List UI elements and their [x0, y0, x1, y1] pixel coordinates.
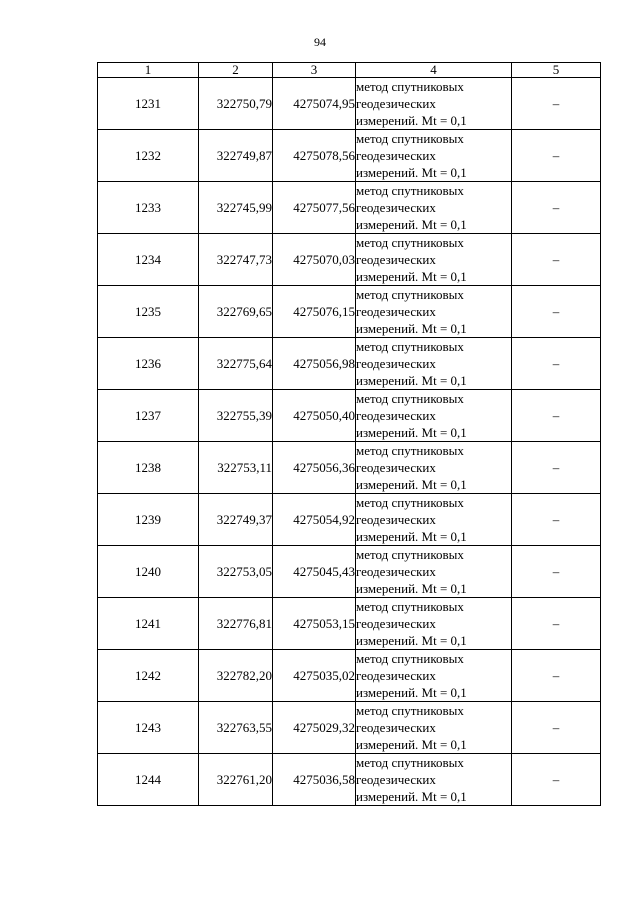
method-cell: [356, 390, 512, 442]
x-coordinate-cell: 322755,39: [199, 390, 273, 442]
method-line-3: измерений. Mt = 0,1: [356, 269, 467, 284]
column-header-1: 1: [98, 63, 199, 78]
table-row: [98, 286, 601, 338]
y-coordinate-cell: 4275076,15: [273, 286, 356, 338]
point-number-cell: 1237: [98, 390, 199, 442]
column-header-2: 2: [199, 63, 273, 78]
method-line-1: метод спутниковых: [356, 547, 464, 562]
method-cell: [356, 338, 512, 390]
point-number-cell: 1239: [98, 494, 199, 546]
column-header-3: 3: [273, 63, 356, 78]
method-line-1: метод спутниковых: [356, 391, 464, 406]
method-cell: [356, 546, 512, 598]
y-coordinate-cell: 4275074,95: [273, 78, 356, 130]
method-line-2: геодезических: [356, 304, 436, 319]
point-number-cell: 1241: [98, 598, 199, 650]
y-coordinate-cell: 4275070,03: [273, 234, 356, 286]
y-coordinate-cell: 4275045,43: [273, 546, 356, 598]
point-number-cell: 1232: [98, 130, 199, 182]
method-line-2: геодезических: [356, 772, 436, 787]
x-coordinate-cell: 322769,65: [199, 286, 273, 338]
x-coordinate-cell: 322763,55: [199, 702, 273, 754]
y-coordinate-cell: 4275036,58: [273, 754, 356, 806]
table-row: [98, 598, 601, 650]
method-line-1: метод спутниковых: [356, 495, 464, 510]
y-coordinate-cell: 4275056,36: [273, 442, 356, 494]
note-cell: –: [512, 338, 601, 390]
coordinates-table: [97, 62, 601, 806]
method-line-1: метод спутниковых: [356, 755, 464, 770]
x-coordinate-cell: 322775,64: [199, 338, 273, 390]
note-cell: –: [512, 390, 601, 442]
table-body: [98, 78, 601, 806]
method-line-2: геодезических: [356, 668, 436, 683]
x-coordinate-cell: 322749,37: [199, 494, 273, 546]
table-row: [98, 494, 601, 546]
table-row: [98, 650, 601, 702]
x-coordinate-cell: 322749,87: [199, 130, 273, 182]
method-cell: [356, 182, 512, 234]
y-coordinate-cell: 4275035,02: [273, 650, 356, 702]
method-cell: [356, 234, 512, 286]
method-line-2: геодезических: [356, 408, 436, 423]
method-line-1: метод спутниковых: [356, 339, 464, 354]
y-coordinate-cell: 4275050,40: [273, 390, 356, 442]
point-number-cell: 1240: [98, 546, 199, 598]
note-cell: –: [512, 182, 601, 234]
note-cell: –: [512, 754, 601, 806]
method-line-3: измерений. Mt = 0,1: [356, 113, 467, 128]
note-cell: –: [512, 546, 601, 598]
point-number-cell: 1235: [98, 286, 199, 338]
method-line-2: геодезических: [356, 460, 436, 475]
x-coordinate-cell: 322750,79: [199, 78, 273, 130]
method-line-3: измерений. Mt = 0,1: [356, 685, 467, 700]
table-row: [98, 546, 601, 598]
method-line-1: метод спутниковых: [356, 703, 464, 718]
method-line-3: измерений. Mt = 0,1: [356, 581, 467, 596]
method-line-3: измерений. Mt = 0,1: [356, 373, 467, 388]
method-line-2: геодезических: [356, 512, 436, 527]
note-cell: –: [512, 598, 601, 650]
table-row: [98, 338, 601, 390]
point-number-cell: 1231: [98, 78, 199, 130]
method-line-3: измерений. Mt = 0,1: [356, 737, 467, 752]
method-line-2: геодезических: [356, 96, 436, 111]
x-coordinate-cell: 322747,73: [199, 234, 273, 286]
x-coordinate-cell: 322782,20: [199, 650, 273, 702]
method-line-2: геодезических: [356, 356, 436, 371]
method-cell: [356, 286, 512, 338]
y-coordinate-cell: 4275053,15: [273, 598, 356, 650]
table-row: [98, 702, 601, 754]
method-cell: [356, 494, 512, 546]
y-coordinate-cell: 4275056,98: [273, 338, 356, 390]
note-cell: –: [512, 78, 601, 130]
table-row: [98, 182, 601, 234]
method-line-1: метод спутниковых: [356, 599, 464, 614]
y-coordinate-cell: 4275078,56: [273, 130, 356, 182]
method-cell: [356, 78, 512, 130]
point-number-cell: 1236: [98, 338, 199, 390]
column-header-4: 4: [356, 63, 512, 78]
method-cell: [356, 130, 512, 182]
x-coordinate-cell: 322753,05: [199, 546, 273, 598]
note-cell: –: [512, 702, 601, 754]
point-number-cell: 1243: [98, 702, 199, 754]
note-cell: –: [512, 234, 601, 286]
method-line-3: измерений. Mt = 0,1: [356, 477, 467, 492]
column-header-5: 5: [512, 63, 601, 78]
point-number-cell: 1233: [98, 182, 199, 234]
table-row: [98, 390, 601, 442]
method-line-3: измерений. Mt = 0,1: [356, 425, 467, 440]
method-line-1: метод спутниковых: [356, 131, 464, 146]
method-cell: [356, 598, 512, 650]
method-line-1: метод спутниковых: [356, 79, 464, 94]
note-cell: –: [512, 286, 601, 338]
method-cell: [356, 442, 512, 494]
method-line-1: метод спутниковых: [356, 235, 464, 250]
method-line-1: метод спутниковых: [356, 287, 464, 302]
x-coordinate-cell: 322753,11: [199, 442, 273, 494]
method-line-1: метод спутниковых: [356, 443, 464, 458]
method-line-3: измерений. Mt = 0,1: [356, 789, 467, 804]
method-line-2: геодезических: [356, 252, 436, 267]
note-cell: –: [512, 494, 601, 546]
y-coordinate-cell: 4275029,32: [273, 702, 356, 754]
table-row: [98, 130, 601, 182]
x-coordinate-cell: 322761,20: [199, 754, 273, 806]
point-number-cell: 1242: [98, 650, 199, 702]
method-line-3: измерений. Mt = 0,1: [356, 321, 467, 336]
note-cell: –: [512, 130, 601, 182]
method-line-2: геодезических: [356, 148, 436, 163]
point-number-cell: 1234: [98, 234, 199, 286]
table-row: [98, 442, 601, 494]
x-coordinate-cell: 322776,81: [199, 598, 273, 650]
note-cell: –: [512, 442, 601, 494]
method-line-3: измерений. Mt = 0,1: [356, 529, 467, 544]
method-line-3: измерений. Mt = 0,1: [356, 165, 467, 180]
method-line-1: метод спутниковых: [356, 183, 464, 198]
method-line-2: геодезических: [356, 564, 436, 579]
method-line-3: измерений. Mt = 0,1: [356, 217, 467, 232]
method-line-2: геодезических: [356, 720, 436, 735]
method-cell: [356, 702, 512, 754]
point-number-cell: 1244: [98, 754, 199, 806]
x-coordinate-cell: 322745,99: [199, 182, 273, 234]
table-header-row: [98, 63, 601, 78]
table-row: [98, 78, 601, 130]
method-line-3: измерений. Mt = 0,1: [356, 633, 467, 648]
y-coordinate-cell: 4275077,56: [273, 182, 356, 234]
method-line-2: геодезических: [356, 200, 436, 215]
point-number-cell: 1238: [98, 442, 199, 494]
method-cell: [356, 650, 512, 702]
method-line-1: метод спутниковых: [356, 651, 464, 666]
page-number: 94: [314, 35, 326, 49]
table-row: [98, 234, 601, 286]
method-cell: [356, 754, 512, 806]
table-row: [98, 754, 601, 806]
note-cell: –: [512, 650, 601, 702]
method-line-2: геодезических: [356, 616, 436, 631]
y-coordinate-cell: 4275054,92: [273, 494, 356, 546]
